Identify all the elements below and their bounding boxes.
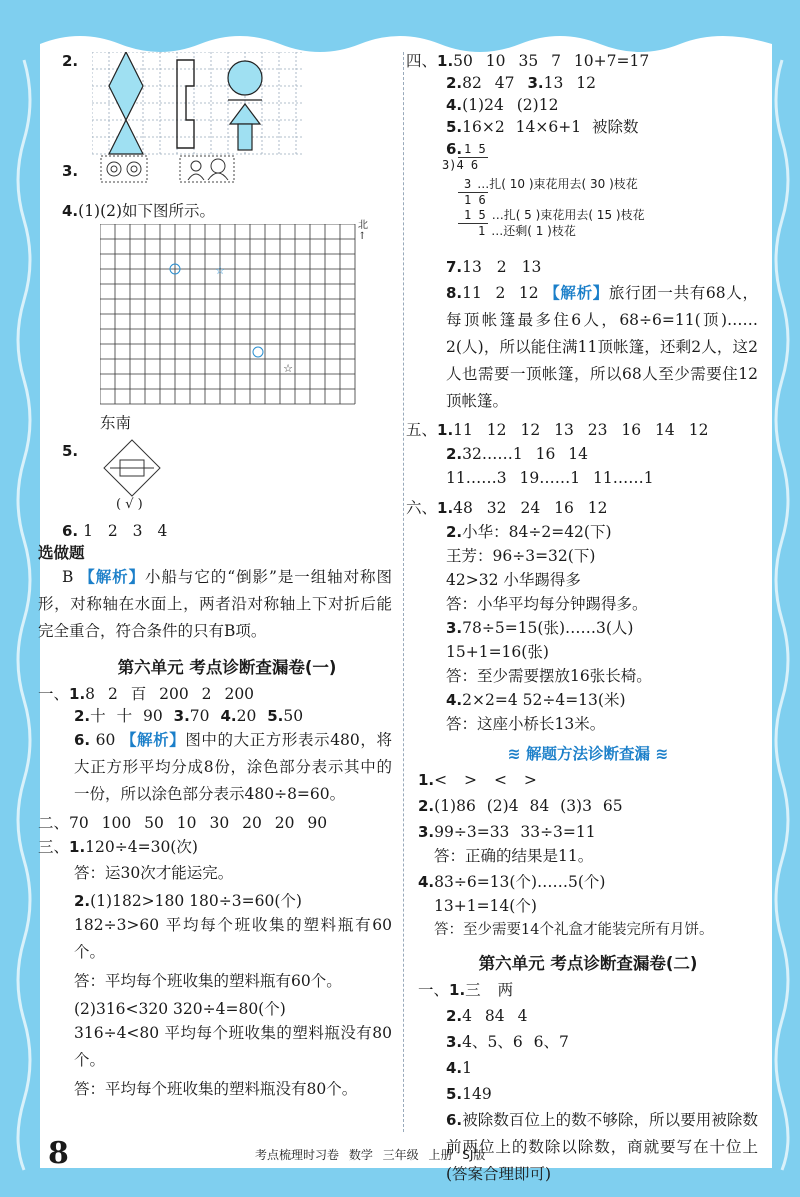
xuanzuo-title: 选做题 [38,544,85,562]
s1-l1: 一、1.8 2 百 200 2 200 [38,685,255,703]
s5-2: 2.32……1 16 14 [446,445,589,463]
s3-1ans: 答：运30次才能运完。 [74,864,234,882]
unit6-title-2: 第六单元 考点诊断查漏卷(二) [478,954,698,973]
s6-2b: 王芳：96÷3=32(下) [446,547,596,565]
q4-row [62,200,392,222]
s6-2d: 答：小华平均每分钟踢得多。 [446,595,648,613]
s4-1: 四、1.50 10 35 7 10+7=17 [406,52,650,70]
q-number: 4. [62,202,79,220]
m4: 4.83÷6=13(个)……5(个) [418,873,606,891]
s5-1: 五、1.11 12 12 13 23 16 14 12 [406,421,709,439]
q4-text: (1)(2)如下图所示。 [78,202,216,220]
b6: 6.被除数百位上的数不够除，所以要用被除数前两位上的数除以除数，商就要写在十位上(答案合理即可) [446,1111,758,1183]
s3-l1: 三、1.120÷4=30(次) [38,838,198,856]
q6-text: 1 2 3 4 [83,522,168,540]
q-number: 3. [62,162,79,180]
q5-check: ( √ ) [116,497,143,512]
svg-text:☆: ☆ [283,362,293,375]
s4-5: 5.16×2 14×6+1 被除数 [446,118,639,136]
page-footer: 考点梳理时习卷 数学 三年级 上册 SJ版 [255,1148,486,1162]
s6-4b: 答：这座小桥长13米。 [446,715,606,733]
m4c: 答：至少需要14个礼盒才能装完所有月饼。 [434,922,714,938]
s3-2l3: 答：平均每个班收集的塑料瓶有60个。 [74,972,342,990]
b2: 2.4 84 4 [446,1007,528,1025]
s1-l2: 2.十 十 90 3.70 4.20 5.50 [74,707,304,725]
q2-row [62,50,392,160]
q6-row [62,520,392,542]
method-title: ≋ 解题方法诊断查漏 ≋ [507,745,669,763]
long-division: 1 5 3)4 6 3 …扎( 10 )束花用去( 30 )枝花 1 6 1 5 …扎( 5 )束花用去( 15 )枝花 1 …还剩( 1 )枝花 [442,142,645,238]
q3-row [62,160,392,200]
map-grid-row [62,222,392,412]
q-number: 5. [62,442,79,460]
symmetry-figures [92,52,307,160]
m3: 3.99÷3=33 33÷3=11 [418,823,596,841]
dongnan-label: 东南 [100,414,132,432]
s6-1: 六、1.48 32 24 16 12 [406,499,608,517]
q-number: 6. [62,522,79,540]
m3b: 答：正确的结果是11。 [434,847,594,865]
svg-text:☆: ☆ [215,264,225,277]
s1-q6: 6. 60 【解析】图中的大正方形表示480，将大正方形平均分成8份，涂色部分表示其中的一份，所以涂色部分表示480÷8=60。 [74,731,392,803]
s2-line: 二、70 100 50 10 30 20 20 90 [38,814,328,832]
s6-3c: 答：至少需要摆放16张长椅。 [446,667,652,685]
s5-2b: 11……3 19……1 11……1 [446,469,654,487]
s4-2: 2.82 47 3.13 12 [446,74,596,92]
q5-row [62,440,392,516]
xuanzuo-answer: B 【解析】小船与它的“倒影”是一组轴对称图形，对称轴在水面上，两者沿对称轴上下对折后能完全重合，符合条件的只有B项。 [38,568,392,640]
s6-3b: 15+1=16(张) [446,643,549,661]
s4-8: 8.11 2 12 【解析】旅行团一共有68人，每顶帐篷最多住6人，68÷6=11(顶)……2(人)，所以能住满11顶帐篷，还剩2人，这2人也需要一顶帐篷，所以68人至少需要住12顶帐篷。 [446,284,758,410]
s4-6: 6. 1 5 3)4 6 3 …扎( 10 )束花用去( 30 )枝花 1 6 1 5 …扎( 5 )束花用去( 15 )枝花 1 …还剩( 1 )枝花 [442,140,645,238]
b3: 3.4、5、6 6、7 [446,1033,569,1051]
s3-2l4: (2)316<320 320÷4=80(个) [74,1000,286,1018]
unit6-title-1: 第六单元 考点诊断查漏卷(一) [117,658,337,677]
column-divider [403,52,404,1132]
left-column [38,50,392,1100]
right-column [406,50,758,1188]
north-label: 北 ↑ [358,220,368,242]
s4-7: 7.13 2 13 [446,258,542,276]
q5-figure [102,438,172,498]
s3-2l1: 2.(1)182>180 180÷3=60(个) [74,892,302,910]
page-number: 8 [48,1136,69,1171]
b4: 4.1 [446,1059,473,1077]
m2: 2.(1)86 (2)4 84 (3)3 65 [418,797,623,815]
map-grid [100,224,370,412]
q3-figures [100,154,250,186]
s6-2c: 42>32 小华踢得多 [446,571,581,589]
q-number: 2. [62,52,79,70]
m4b: 13+1=14(个) [434,897,537,915]
s6-2: 2.小华：84÷2=42(下) [446,523,612,541]
s3-2l5: 316÷4<80 平均每个班收集的塑料瓶没有80个。 [74,1024,392,1069]
s3-2l6: 答：平均每个班收集的塑料瓶没有80个。 [74,1080,358,1098]
m1: 1.< > < > [418,771,537,789]
s3-2l2: 182÷3>60 平均每个班收集的塑料瓶有60个。 [74,916,392,961]
s6-3: 3.78÷5=15(张)……3(人) [446,619,634,637]
s6-4: 4.2×2=4 52÷4=13(米) [446,691,626,709]
s4-4: 4.(1)24 (2)12 [446,96,559,114]
b1: 一、1.三 两 [418,981,514,999]
b5: 5.149 [446,1085,492,1103]
